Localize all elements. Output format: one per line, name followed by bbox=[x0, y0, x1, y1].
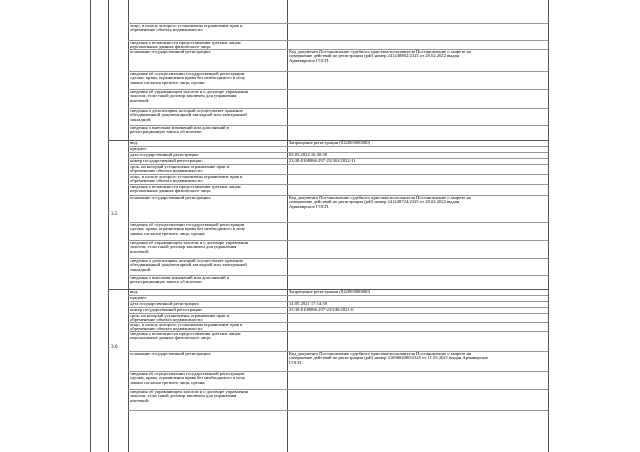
field-label: сведения о депозитарии, который осуществляет хранение обездвиженной документарной закладной или электронной закладной: bbox=[130, 258, 247, 273]
field-label: сведения о внесении изменений или дополнений в регистрационную запись об ипотеке: bbox=[130, 125, 229, 135]
field-label: дата государственной регистрации: bbox=[130, 152, 200, 157]
field-value bbox=[289, 323, 547, 332]
table-border-left bbox=[90, 0, 91, 452]
field-value: 23:38:0108066:297-23/363/2022-11 bbox=[289, 158, 356, 163]
field-value bbox=[289, 126, 547, 141]
section-number-36: 3.6 bbox=[111, 344, 118, 350]
field-value bbox=[289, 41, 547, 50]
field-label: сведения о возможности предоставления третьим лицам персональных данных физического лица: bbox=[130, 331, 241, 341]
field-label: основание государственной регистрации: bbox=[130, 351, 212, 356]
field-value bbox=[289, 332, 547, 352]
table-border-right bbox=[548, 0, 549, 452]
field-label: сведения об управляющем залогом и о договоре управления залогом, если такой договор заключен для управления ипотекой: bbox=[130, 389, 248, 404]
field-label: сведения об осуществлении государственной регистрации сделки, права, ограничения права без необходимого в силу закона согласия третьего лица, органа: bbox=[130, 222, 246, 237]
field-value bbox=[289, 165, 547, 175]
field-value bbox=[289, 223, 547, 241]
field-value bbox=[289, 259, 547, 276]
field-value bbox=[289, 24, 547, 41]
field-label: срок, на который установлены ограничение прав и обременение объекта недвижимости: bbox=[130, 313, 230, 322]
field-value bbox=[289, 276, 547, 290]
field-value: 14.05.2021 17:14:59 bbox=[289, 301, 328, 306]
field-label: номер государственной регистрации: bbox=[130, 307, 203, 312]
table-border-label-value bbox=[287, 0, 288, 452]
field-label: лицо, в пользу которого установлены ограничение прав и обременение объекта недвижимости: bbox=[130, 174, 243, 184]
field-label: основание государственной регистрации: bbox=[130, 49, 212, 54]
field-value: Код документа Постановление судебного пристава-исполнителя Постановление о запрете на совершение действий по регистрации (pdf) номер 241248724/2325 от 28.02.2022 выдан Армавирское ГОСП. bbox=[289, 195, 471, 210]
field-label: вид: bbox=[130, 140, 139, 145]
field-label: сведения об управляющем залогом и о договоре управления залогом, если такой договор заключен для управления ипотекой: bbox=[130, 240, 248, 255]
field-label: сведения об управляющем залогом и о договоре управления залогом, если такой договор заключен для управления ипотекой: bbox=[130, 89, 248, 104]
field-value: 23:38:0108066:297-23/240/2021-6 bbox=[289, 307, 354, 312]
field-value: Запрещение регистрации (022003000000) bbox=[289, 140, 371, 145]
field-value bbox=[289, 314, 547, 323]
field-value bbox=[289, 372, 547, 390]
table-border-label-left bbox=[128, 0, 129, 452]
field-value: Код документа Постановление судебного пристава-исполнителя Постановление о запрете на совершение действий по регистрации (pdf) номер 241248802/2325 от 28.02.2022 выдан Армавирское ГОСП. bbox=[289, 49, 471, 64]
field-value: 03.03.2022 16:30:30 bbox=[289, 152, 328, 157]
field-label: сведения об осуществлении государственной регистрации сделки, права, ограничения права без необходимого в силу закона согласия третьего лица, органа: bbox=[130, 71, 246, 86]
field-value bbox=[289, 90, 547, 109]
field-label: дата государственной регистрации: bbox=[130, 301, 200, 306]
field-value bbox=[289, 109, 547, 126]
field-value: Код документа Постановление судебного пристава-исполнителя Постановление о запрете на совершение действий по регистрации (pdf) номер 2169682000/2325 от 11.05.2021 выдан Армавирское ГОСП.. bbox=[289, 351, 489, 366]
field-label: сведения о возможности предоставления третьим лицам персональных данных физического лица: bbox=[130, 40, 241, 49]
field-label: вид: bbox=[130, 289, 139, 294]
field-value bbox=[289, 72, 547, 90]
field-label: предмет: bbox=[130, 295, 148, 300]
field-label: лицо, в пользу которого установлены ограничение прав и обременение объекта недвижимости: bbox=[130, 23, 243, 33]
field-value: Запрещение регистрации (022003000000) bbox=[289, 289, 371, 294]
field-value bbox=[289, 241, 547, 259]
row-separator bbox=[128, 410, 548, 411]
field-label: сведения о внесении изменений или дополнений в регистрационную запись об ипотеке: bbox=[130, 275, 229, 285]
section-number-35: 3.5 bbox=[111, 211, 118, 217]
field-label: сведения о депозитарии, который осуществляет хранение обездвиженной документарной закладной или электронной закладной: bbox=[130, 108, 247, 123]
field-label: предмет: bbox=[130, 146, 148, 151]
field-label: номер государственной регистрации: bbox=[130, 158, 203, 163]
field-label: сведения о возможности предоставления третьим лицам персональных данных физического лица: bbox=[130, 184, 241, 194]
field-label: срок, на который установлены ограничение прав и обременение объекта недвижимости: bbox=[130, 164, 230, 174]
table-border-number-col bbox=[108, 0, 109, 452]
field-value bbox=[289, 185, 547, 196]
field-label: сведения об осуществлении государственной регистрации сделки, права, ограничения права без необходимого в силу закона согласия третьего лица, органа: bbox=[130, 371, 246, 386]
field-value bbox=[289, 175, 547, 185]
field-label: основание государственной регистрации: bbox=[130, 195, 212, 200]
field-value bbox=[289, 390, 547, 411]
field-label: лицо, в пользу которого установлены ограничение прав и обременение объекта недвижимости: bbox=[130, 322, 243, 331]
